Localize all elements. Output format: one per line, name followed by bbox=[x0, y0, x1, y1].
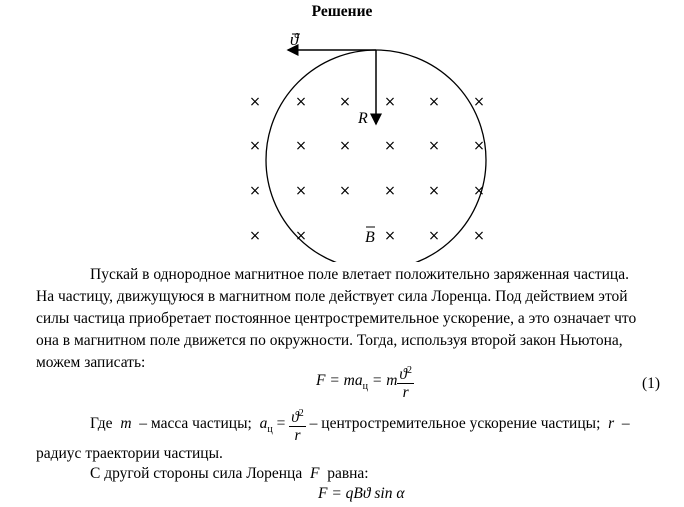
field-cross: × bbox=[428, 94, 440, 110]
field-cross: × bbox=[295, 183, 307, 199]
field-cross: × bbox=[384, 228, 396, 244]
p3-F: F bbox=[309, 465, 320, 482]
field-cross: × bbox=[428, 138, 440, 154]
p2-den: r bbox=[294, 427, 301, 445]
eq1-den: r bbox=[402, 384, 409, 402]
p2-fraction bbox=[289, 405, 306, 444]
p2-subscript: ц bbox=[267, 424, 273, 436]
eq1-num: ϑ bbox=[399, 366, 407, 384]
solution-heading: Решение bbox=[311, 3, 373, 20]
paragraph-2-line-2: радиус траектории частицы. bbox=[36, 445, 223, 462]
equation-2: F = qBϑ sin α bbox=[318, 485, 405, 502]
field-cross: × bbox=[384, 183, 396, 199]
field-label: B bbox=[365, 229, 375, 246]
field-cross: × bbox=[249, 94, 261, 110]
field-cross: × bbox=[473, 183, 485, 199]
field-cross: × bbox=[295, 94, 307, 110]
p3-text-a: С другой стороны сила Лоренца bbox=[90, 465, 303, 482]
paragraph-1-line-4: она в магнитном поле движется по окружности. Тогда, используя второй закон Ньютона, bbox=[36, 332, 623, 349]
p2-dash: – bbox=[621, 415, 630, 433]
eq1-fraction bbox=[397, 362, 414, 401]
p2-a: a bbox=[259, 415, 268, 433]
field-cross: × bbox=[473, 228, 485, 244]
eq1-sup: 2 bbox=[407, 365, 412, 376]
field-cross: × bbox=[384, 138, 396, 154]
p2-mass: – масса частицы; bbox=[139, 415, 252, 433]
equation-1 bbox=[316, 362, 414, 401]
p3-text-b: равна: bbox=[327, 465, 369, 482]
field-cross: × bbox=[339, 94, 351, 110]
magnetic-field-figure bbox=[236, 32, 506, 262]
eq1-lhs: F = ma bbox=[316, 372, 363, 390]
paragraph-3-line-1 bbox=[90, 465, 369, 483]
p2-where: Где bbox=[90, 415, 113, 433]
equation-1-number: (1) bbox=[642, 375, 661, 392]
field-cross: × bbox=[249, 138, 261, 154]
field-cross: × bbox=[384, 94, 396, 110]
p2-num: ϑ bbox=[291, 409, 299, 427]
paragraph-1-line-2: На частицу, движущуюся в магнитном поле действует сила Лоренца. Под действием этой bbox=[36, 288, 628, 305]
p2-eq: = bbox=[276, 415, 286, 433]
paragraph-2-line-1 bbox=[90, 405, 630, 444]
p2-sup: 2 bbox=[298, 408, 304, 419]
field-cross: × bbox=[428, 183, 440, 199]
eq1-subscript: ц bbox=[362, 381, 368, 393]
field-cross: × bbox=[339, 183, 351, 199]
field-cross: × bbox=[339, 138, 351, 154]
field-cross: × bbox=[295, 228, 307, 244]
field-cross: × bbox=[249, 183, 261, 199]
p2-m: m bbox=[120, 415, 132, 433]
paragraph-1-line-1: Пускай в однородное магнитное поле влетает положительно заряженная частица. bbox=[90, 266, 629, 283]
paragraph-1-line-3: силы частица приобретает постоянное центростремительное ускорение, а это означает что bbox=[36, 310, 637, 327]
field-cross: × bbox=[473, 94, 485, 110]
field-cross: × bbox=[428, 228, 440, 244]
paragraph-1-line-5: можем записать: bbox=[36, 354, 146, 371]
p2-rest: – центростремительное ускорение частицы; bbox=[309, 415, 601, 433]
eq1-mid: = m bbox=[367, 372, 398, 390]
field-cross: × bbox=[249, 228, 261, 244]
field-cross: × bbox=[295, 138, 307, 154]
velocity-label: ϑ bbox=[290, 32, 299, 49]
radius-label: R bbox=[358, 110, 368, 127]
p2-r: r bbox=[608, 415, 615, 433]
field-cross: × bbox=[473, 138, 485, 154]
